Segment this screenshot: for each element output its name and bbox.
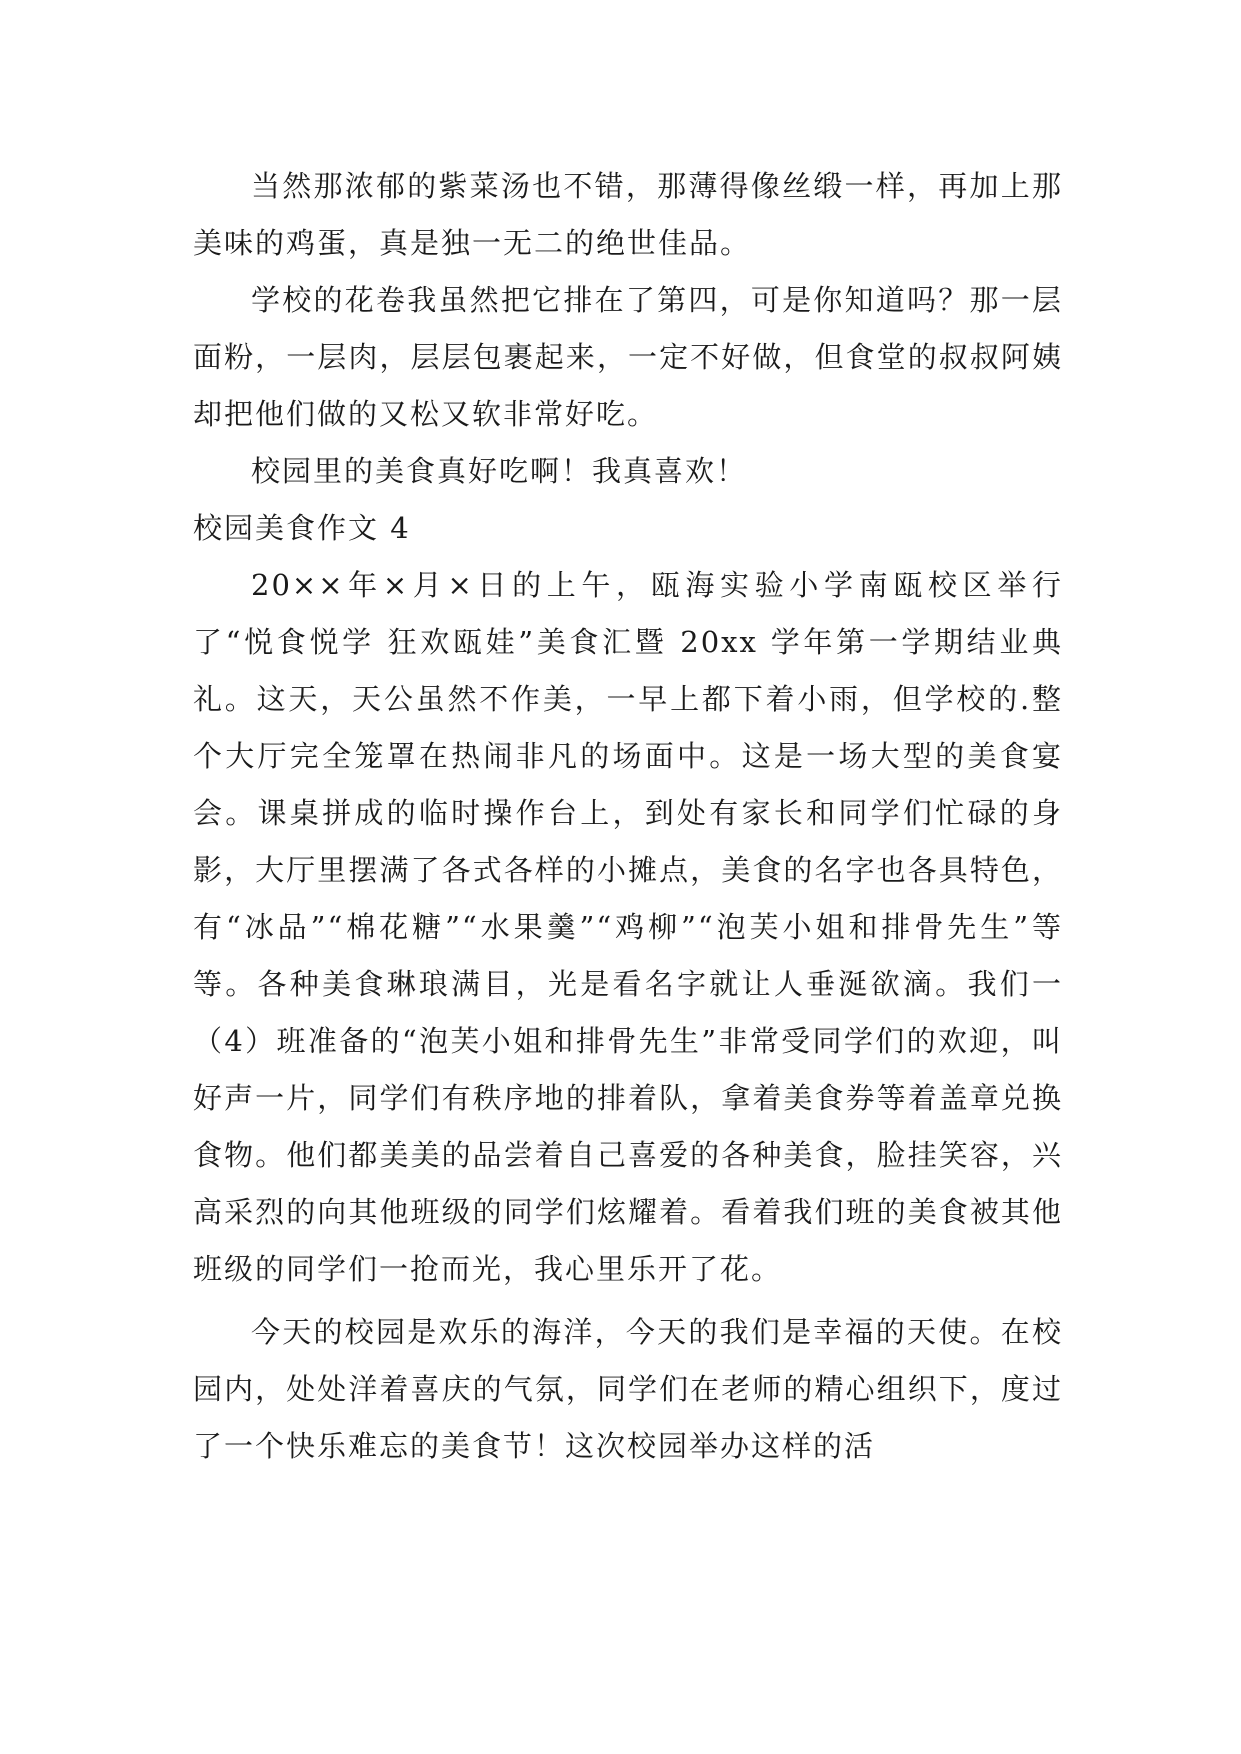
paragraph-seaweed-soup: 当然那浓郁的紫菜汤也不错，那薄得像丝缎一样，再加上那美味的鸡蛋，真是独一无二的绝世佳品。 [193, 169, 1063, 260]
paragraph-happy-campus: 今天的校园是欢乐的海洋，今天的我们是幸福的天使。在校园内，处处洋着喜庆的气氛，同学们在老师的精心组织下，度过了一个快乐难忘的美食节！这次校园举办这样的活 [193, 1315, 1063, 1463]
paragraph-conclusion: 校园里的美食真好吃啊！我真喜欢！ [251, 454, 748, 488]
paragraph-flower-rolls: 学校的花卷我虽然把它排在了第四，可是你知道吗？那一层面粉，一层肉，层层包裹起来，一定不好做，但食堂的叔叔阿姨却把他们做的又松又软非常好吃。 [193, 283, 1063, 431]
essay-heading: 校园美食作文 4 [193, 511, 411, 545]
paragraph-food-festival: 20××年×月×日的上午，瓯海实验小学南瓯校区举行了“悦食悦学 狂欢瓯娃”美食汇暨 20xx 学年第一学期结业典礼。这天，天公虽然不作美，一早上都下着小雨，但学校的.整个大厅完全笼罩在热闹非凡的场面中。这是一场大型的美食宴会。课桌拼成的临时操作台上，到处有家长和同学们忙碌的身影，大厅里摆满了各式各样的小摊点，美食的名字也各具特色，有“冰品”“棉花糖”“水果羹”“鸡柳”“泡芙小姐和排骨先生”等等。各种美食琳琅满目，光是看名字就让人垂涎欲滴。我们一（4）班准备的“泡芙小姐和排骨先生”非常受同学们的欢迎，叫好声一片，同学们有秩序地的排着队，拿着美食券等着盖章兑换食物。他们都美美的品尝着自己喜爱的各种美食，脸挂笑容，兴高采烈的向其他班级的同学们炫耀着。看着我们班的美食被其他班级的同学们一抢而光，我心里乐开了花。 [193, 568, 1063, 1286]
document-body [193, 158, 1063, 1475]
